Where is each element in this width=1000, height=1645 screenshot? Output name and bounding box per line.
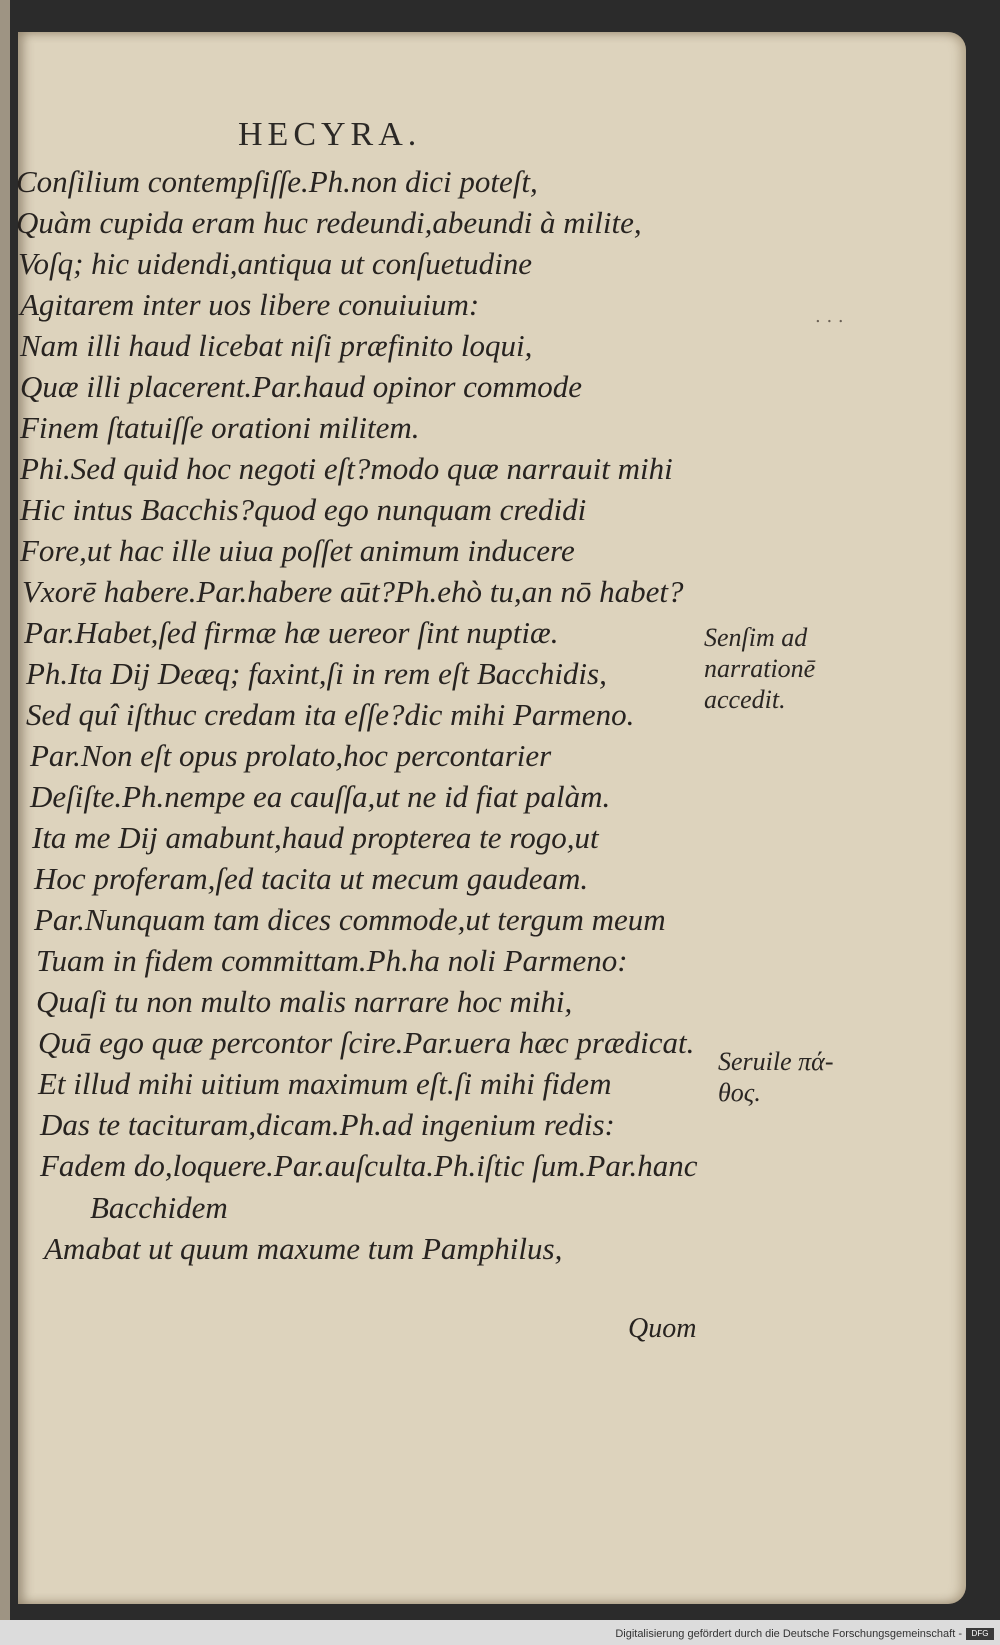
text-line: Fore,ut hac ille uiua poſſet animum inducere (20, 533, 575, 568)
text-line: Hic intus Bacchis?quod ego nunquam credidi (20, 492, 587, 527)
text-line: Agitarem inter uos libere conuiuium: (20, 287, 480, 322)
text-line: Fadem do,loquere.Par.auſculta.Ph.iſtic ſum.Par.hanc (40, 1148, 698, 1183)
text-line: Ph.Ita Dij Deæq; faxint,ſi in rem eſt Bacchidis, (26, 656, 607, 691)
stray-marks: . . . (815, 306, 844, 327)
dfg-logo: DFG (966, 1628, 994, 1640)
margin-note (704, 622, 815, 715)
text-line: Amabat ut quum maxume tum Pamphilus, (44, 1231, 563, 1266)
text-line: Conſilium contempſiſſe.Ph.non dici poteſt, (16, 164, 538, 199)
text-line: Quàm cupida eram huc redeundi,abeundi à milite, (16, 205, 642, 240)
text-line: Et illud mihi uitium maximum eſt.ſi mihi fidem (38, 1066, 612, 1101)
text-line: Par.Nunquam tam dices commode,ut tergum meum (34, 902, 666, 937)
text-line: Nam illi haud licebat niſi præfinito loqui, (20, 328, 533, 363)
funding-credit: Digitalisierung gefördert durch die Deutsche Forschungsgemeinschaft - (615, 1628, 962, 1640)
margin-note-line: Senſim ad (704, 623, 808, 652)
margin-note (718, 1046, 833, 1108)
text-line: Vxorē habere.Par.habere aūt?Ph.ehò tu,an nō habet? (22, 574, 684, 609)
text-line: Bacchidem (90, 1190, 228, 1225)
text-line: Quæ illi placerent.Par.haud opinor commode (20, 369, 582, 404)
text-line: Par.Habet,ſed firmæ hæ uereor ſint nuptiæ. (24, 615, 559, 650)
text-line: Deſiſte.Ph.nempe ea cauſſa,ut ne id fiat palàm. (30, 779, 611, 814)
text-line: Voſq; hic uidendi,antiqua ut conſuetudine (18, 246, 532, 281)
text-line: Hoc proferam,ſed tacita ut mecum gaudeam. (34, 861, 589, 896)
margin-note-line: Seruile πά- (718, 1047, 834, 1076)
text-line: Sed quî iſthuc credam ita eſſe?dic mihi Parmeno. (26, 697, 635, 732)
margin-note-line: θος. (718, 1078, 761, 1107)
text-line: Das te tacituram,dicam.Ph.ad ingenium redis: (40, 1107, 615, 1142)
running-head: HECYRA. (238, 116, 422, 153)
margin-note-line: narrationē (704, 654, 816, 683)
text-line: Quaſi tu non multo malis narrare hoc mihi, (36, 984, 573, 1019)
text-line: Quā ego quæ percontor ſcire.Par.uera hæc prædicat. (38, 1025, 695, 1060)
binding-edge (0, 0, 10, 1620)
text-line: Ita me Dij amabunt,haud propterea te rogo,ut (32, 820, 599, 855)
text-line: Phi.Sed quid hoc negoti eſt?modo quæ narrauit mihi (20, 451, 673, 486)
catchword: Quom (628, 1313, 697, 1344)
text-line: Finem ſtatuiſſe orationi militem. (20, 410, 420, 445)
text-line: Par.Non eſt opus prolato,hoc percontarier (30, 738, 552, 773)
text-line: Tuam in fidem committam.Ph.ha noli Parmeno: (36, 943, 628, 978)
margin-note-line: accedit. (704, 685, 786, 714)
